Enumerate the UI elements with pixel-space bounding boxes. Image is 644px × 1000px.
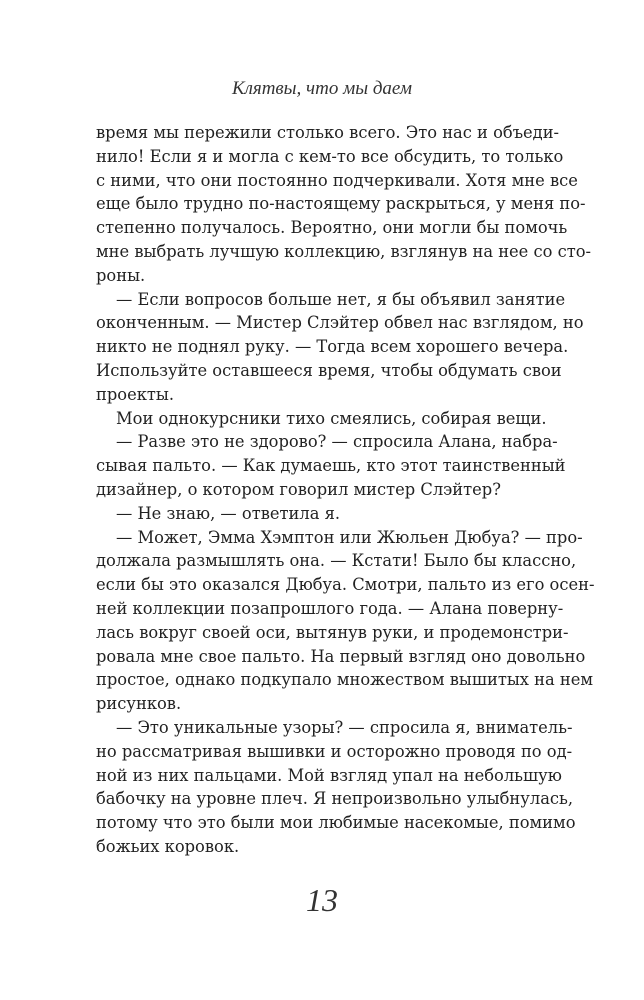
text-line: степенно получалось. Вероятно, они могли бы помочь	[96, 218, 568, 238]
text-line: время мы пережили столько всего. Это нас и объеди-	[96, 123, 560, 142]
text-line: нило! Если я и могла с кем-то все обсудить, то только	[96, 146, 564, 166]
page-body-text	[96, 121, 595, 859]
text-line: если бы это оказался Дюбуа. Смотри, пальто из его осен-	[96, 575, 595, 595]
text-line: — Может, Эмма Хэмптон или Жюльен Дюбуа? — про-	[116, 527, 583, 547]
text-line: — Если вопросов больше нет, я бы объявил занятие	[116, 289, 566, 309]
text-line: ной из них пальцами. Мой взгляд упал на небольшую	[96, 765, 562, 785]
text-line: — Не знаю, — ответила я.	[116, 503, 341, 523]
running-header: Клятвы, что мы даем	[231, 78, 413, 99]
text-line: Используйте оставшееся время, чтобы обдумать свои	[96, 360, 562, 380]
text-line: дизайнер, о котором говорил мистер Слэйтер?	[96, 479, 501, 499]
text-line: Мои однокурсники тихо смеялись, собирая вещи.	[116, 408, 547, 428]
text-line: проекты.	[96, 384, 175, 404]
text-line: — Разве это не здорово? — спросила Алана, набра-	[116, 432, 558, 452]
text-line: но рассматривая вышивки и осторожно проводя по од-	[96, 741, 573, 761]
text-line: — Это уникальные узоры? — спросила я, вниматель-	[116, 717, 573, 737]
text-line: с ними, что они постоянно подчеркивали. Хотя мне все	[96, 170, 578, 190]
text-line: мне выбрать лучшую коллекцию, взглянув на нее со сто-	[96, 241, 592, 261]
text-line: роны.	[96, 265, 146, 285]
page-number: 13	[306, 882, 338, 918]
text-line: еще было трудно по-настоящему раскрыться, у меня по-	[96, 194, 586, 214]
text-line: ровала мне свое пальто. На первый взгляд оно довольно	[96, 646, 586, 666]
text-line: рисунков.	[96, 694, 182, 714]
text-line: простое, однако подкупало множеством вышитых на нем	[96, 670, 594, 690]
text-line: никто не поднял руку. — Тогда всем хорошего вечера.	[96, 337, 569, 357]
text-line: ней коллекции позапрошлого года. — Алана поверну-	[96, 598, 564, 618]
text-line: бабочку на уровне плеч. Я непроизвольно улыбнулась,	[96, 789, 574, 809]
text-line: должала размышлять она. — Кстати! Было бы классно,	[96, 551, 577, 571]
text-line: лась вокруг своей оси, вытянув руки, и продемонстри-	[96, 622, 569, 642]
text-line: сывая пальто. — Как думаешь, кто этот таинственный	[96, 456, 566, 476]
text-line: потому что это были мои любимые насекомые, помимо	[96, 813, 576, 833]
text-line: оконченным. — Мистер Слэйтер обвел нас взглядом, но	[96, 313, 584, 333]
text-line: божьих коровок.	[96, 836, 240, 856]
